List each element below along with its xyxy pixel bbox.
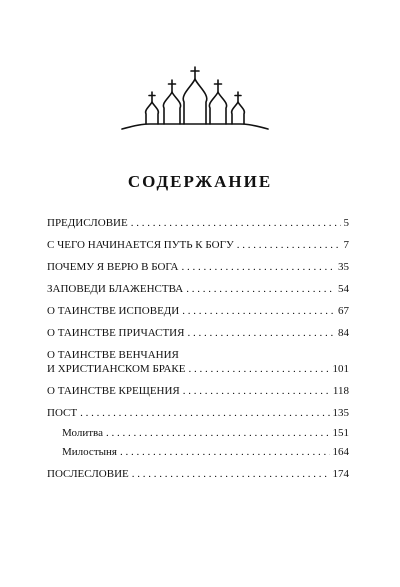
toc-entry-page: 54 — [338, 283, 349, 295]
dot-leader — [186, 282, 335, 296]
toc-entry-title: О ТАИНСТВЕ КРЕЩЕНИЯ — [47, 385, 180, 397]
toc-entry-page: 5 — [343, 217, 349, 229]
dot-leader — [189, 362, 330, 376]
dot-leader — [80, 406, 329, 420]
toc-entry-page: 67 — [338, 305, 349, 317]
toc-entry-path-to-god[interactable] — [47, 238, 349, 252]
toc-entry-page: 84 — [338, 327, 349, 339]
toc-entry-title: ПОСЛЕСЛОВИЕ — [47, 468, 129, 480]
toc-entry-afterword[interactable] — [47, 467, 349, 481]
page-title: СОДЕРЖАНИЕ — [127, 172, 273, 191]
toc-entry-title-line2: И ХРИСТИАНСКОМ БРАКЕ — [47, 363, 186, 375]
toc-entry-baptism[interactable] — [47, 384, 349, 398]
toc-entry-title: ПОЧЕМУ Я ВЕРЮ В БОГА — [47, 261, 179, 273]
toc-entry-why-i-believe[interactable] — [47, 260, 349, 274]
toc-entry-communion[interactable] — [47, 326, 349, 340]
toc-entry-title: С ЧЕГО НАЧИНАЕТСЯ ПУТЬ К БОГУ — [47, 239, 234, 251]
dot-leader — [237, 238, 341, 252]
toc-entry-confession[interactable] — [47, 304, 349, 318]
dot-leader — [187, 326, 335, 340]
toc-entry-page: 164 — [332, 446, 349, 458]
dot-leader — [182, 260, 336, 274]
toc-entry-page: 35 — [338, 261, 349, 273]
toc-entry-beatitudes[interactable] — [47, 282, 349, 296]
toc-entry-title: ПОСТ — [47, 407, 78, 419]
dot-leader — [183, 384, 330, 398]
toc-entry-page: 7 — [343, 239, 349, 251]
toc-entry-title: О ТАИНСТВЕ ИСПОВЕДИ — [47, 305, 180, 317]
dot-leader — [182, 304, 335, 318]
toc-entry-title: Милостыня — [62, 446, 117, 458]
toc-entry-title: ПРЕДИСЛОВИЕ — [47, 217, 128, 229]
dot-leader — [132, 467, 330, 481]
toc-entry-preface[interactable] — [47, 216, 349, 230]
toc-entry-title: ЗАПОВЕДИ БЛАЖЕНСТВА — [47, 283, 184, 295]
toc-entry-page: 174 — [332, 468, 349, 480]
dot-leader — [131, 216, 341, 230]
toc-subentry-prayer[interactable] — [47, 426, 349, 440]
toc-entry-title: О ТАИНСТВЕ ПРИЧАСТИЯ — [47, 327, 185, 339]
toc-subentry-almsgiving[interactable] — [47, 445, 349, 459]
toc-entry-fast[interactable] — [47, 406, 349, 420]
toc-entry-title-line1: О ТАИНСТВЕ ВЕНЧАНИЯ — [47, 349, 179, 361]
toc-entry-wedding[interactable] — [47, 348, 349, 376]
dot-leader — [106, 426, 330, 440]
toc-entry-page: 118 — [332, 385, 349, 397]
toc-entry-page: 101 — [332, 363, 349, 375]
dot-leader — [120, 445, 330, 459]
toc-entry-title: Молитва — [62, 427, 103, 439]
toc-entry-page: 135 — [332, 407, 349, 419]
church-domes-icon — [120, 66, 270, 140]
toc-entry-page: 151 — [332, 427, 349, 439]
